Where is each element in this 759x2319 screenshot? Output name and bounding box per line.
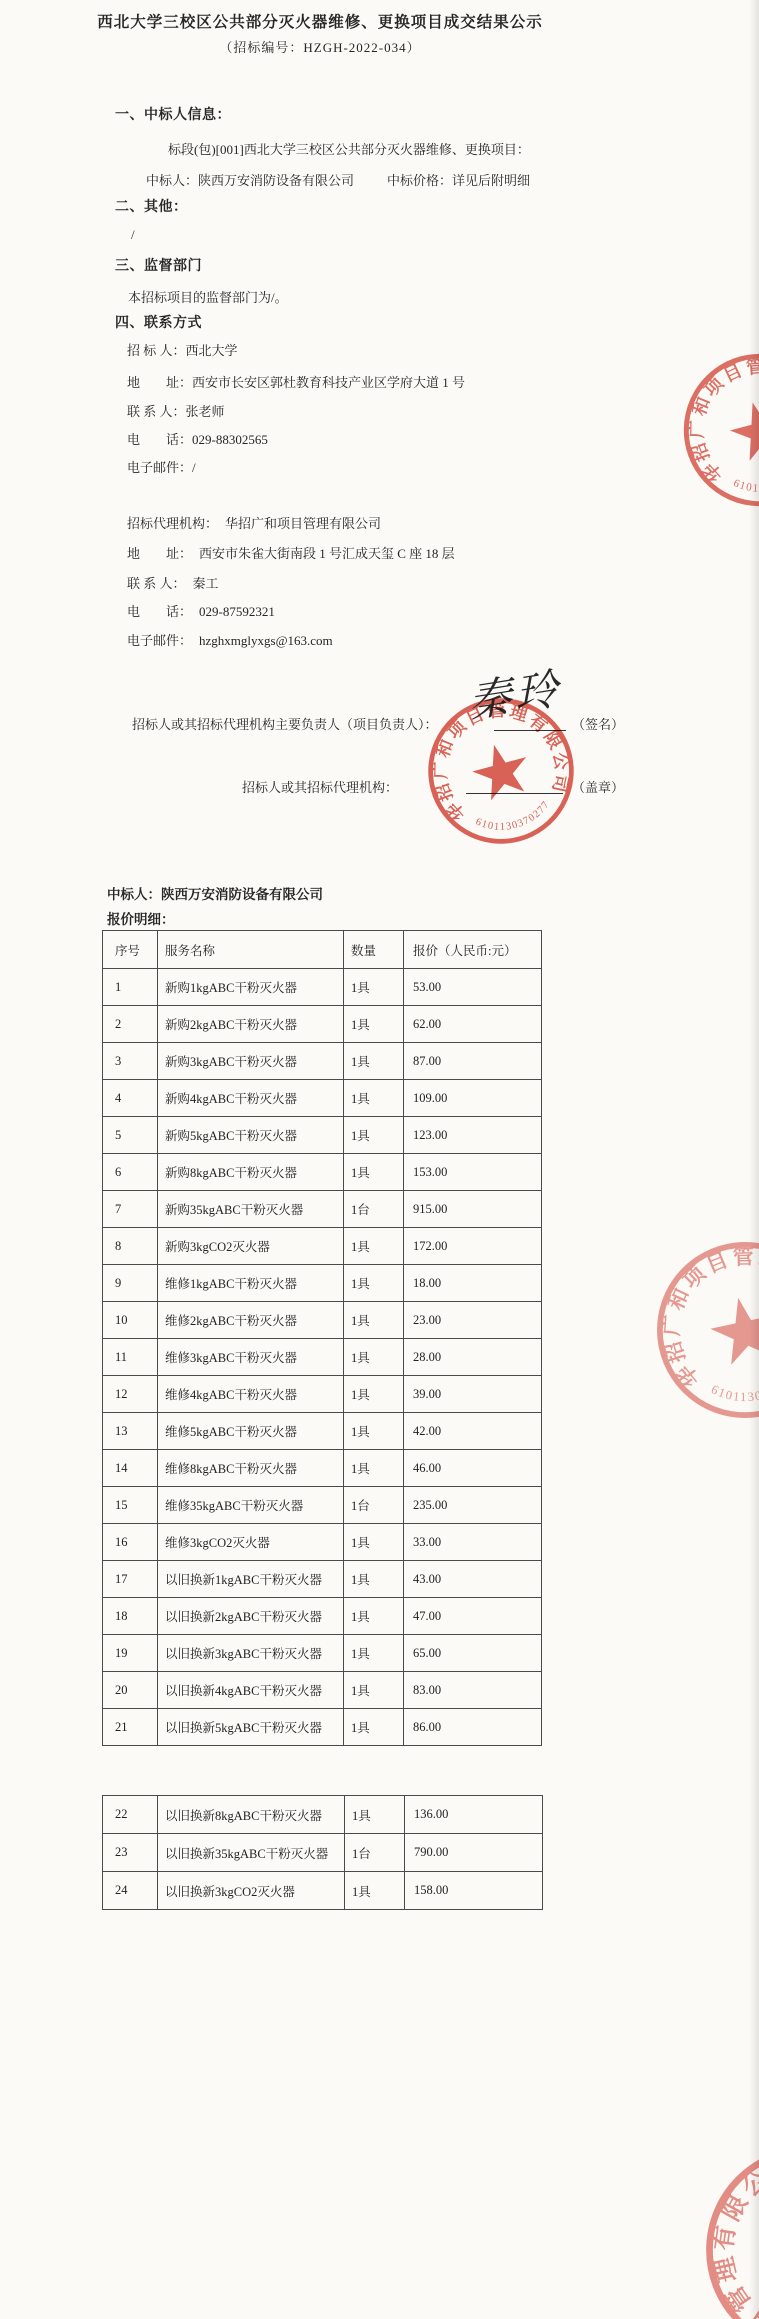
- price-table-cell: 6: [103, 1154, 158, 1191]
- price-table-cell: 1具: [344, 1117, 404, 1154]
- price-table-cell: 维修1kgABC干粉灭火器: [158, 1265, 344, 1302]
- field-value: /: [192, 460, 196, 475]
- price-table-cell: 15: [103, 1487, 158, 1524]
- price-table-cell: 1: [103, 969, 158, 1006]
- winner-name: 陕西万安消防设备有限公司: [198, 173, 355, 188]
- price-table-cell: 9: [103, 1265, 158, 1302]
- price-table-cell: 43.00: [404, 1561, 542, 1598]
- price-table-cell: 5: [103, 1117, 158, 1154]
- price-table-cell: 新购2kgABC干粉灭火器: [158, 1006, 344, 1043]
- tenderer-name-line: [127, 340, 238, 359]
- price-table-cell: 87.00: [404, 1043, 542, 1080]
- field-value: 张老师: [185, 404, 225, 419]
- field-value: 西北大学: [185, 343, 238, 358]
- field-label: 电 话：: [127, 604, 193, 619]
- award-winner-label: 中标人：: [107, 887, 161, 902]
- price-table-cell: 24: [103, 1872, 158, 1910]
- price-table-cell: 维修2kgABC干粉灭火器: [158, 1302, 344, 1339]
- price-table-cell: 1具: [344, 969, 404, 1006]
- price-table-cell: 33.00: [404, 1524, 542, 1561]
- field-label: 地 址：: [127, 546, 193, 561]
- section1-heading: 一、中标人信息：: [115, 108, 231, 123]
- price-table-cell: 1具: [344, 1672, 404, 1709]
- winner-label: 中标人：: [146, 173, 199, 188]
- price-table-header-row: [103, 931, 542, 969]
- signature-line1-label: 招标人或其招标代理机构主要负责人（项目负责人）：: [132, 717, 438, 732]
- price-value: 详见后附明细: [452, 173, 531, 188]
- price-table-cell: 以旧换新1kgABC干粉灭火器: [158, 1561, 344, 1598]
- price-table-cell: 1具: [344, 1043, 404, 1080]
- price-table-cell: 19: [103, 1635, 158, 1672]
- price-table-cell: 1具: [344, 1598, 404, 1635]
- price-table-cell: 4: [103, 1080, 158, 1117]
- price-table-cell: 新购3kgCO2灭火器: [158, 1228, 344, 1265]
- field-label: 联 系 人：: [127, 576, 186, 591]
- price-table-cell: 16: [103, 1524, 158, 1561]
- price-table-row: [103, 1228, 542, 1265]
- price-table-cell: 790.00: [405, 1834, 543, 1872]
- price-table-cell: 1具: [344, 1080, 404, 1117]
- col-header-service: 服务名称: [158, 931, 344, 969]
- field-label: 电子邮件：: [127, 460, 193, 475]
- section2-heading: 二、其他：: [115, 200, 188, 215]
- section3-text: 本招标项目的监督部门为/。: [128, 290, 288, 305]
- price-table-cell: 28.00: [404, 1339, 542, 1376]
- price-table-cell: 维修3kgCO2灭火器: [158, 1524, 344, 1561]
- winner-line: [146, 170, 530, 189]
- price-table: [102, 930, 542, 1746]
- price-table-row: [103, 1561, 542, 1598]
- price-table-cell: 以旧换新4kgABC干粉灭火器: [158, 1672, 344, 1709]
- quote-heading: 报价明细：: [107, 912, 175, 927]
- partial-seal-stamp-top-right: [625, 295, 759, 564]
- price-table-cell: 39.00: [404, 1376, 542, 1413]
- price-table-cell: 42.00: [404, 1413, 542, 1450]
- price-table-cell: 1具: [345, 1796, 405, 1834]
- tenderer-email-line: [127, 457, 196, 476]
- price-table-cell: 47.00: [404, 1598, 542, 1635]
- price-table-row: [103, 1006, 542, 1043]
- price-table-cell: 1台: [344, 1191, 404, 1228]
- price-table-cell: 1具: [344, 1339, 404, 1376]
- price-table-cell: 1具: [345, 1872, 405, 1910]
- award-winner-line: [107, 883, 323, 903]
- price-table-cell: 46.00: [404, 1450, 542, 1487]
- signature-line1-suffix: （签名）: [572, 717, 625, 732]
- price-table-cell: 以旧换新8kgABC干粉灭火器: [158, 1796, 345, 1834]
- price-table-row: [103, 1796, 543, 1834]
- agency-phone-line: [127, 601, 275, 620]
- price-table-cell: 11: [103, 1339, 158, 1376]
- field-value: 029-88302565: [192, 432, 268, 447]
- price-table-cell: 65.00: [404, 1635, 542, 1672]
- price-table-cell: 17: [103, 1561, 158, 1598]
- price-table-cell: 新购3kgABC干粉灭火器: [158, 1043, 344, 1080]
- price-table-cell: 维修4kgABC干粉灭火器: [158, 1376, 344, 1413]
- price-table-cell: 新购1kgABC干粉灭火器: [158, 969, 344, 1006]
- document-title: 西北大学三校区公共部分灭火器维修、更换项目成交结果公示: [97, 14, 543, 31]
- section4-heading: 四、联系方式: [115, 316, 202, 331]
- price-table-cell: 1具: [344, 1709, 404, 1746]
- price-table-cell: 14: [103, 1450, 158, 1487]
- price-table-cell: 1具: [344, 1228, 404, 1265]
- price-table-cell: 以旧换新35kgABC干粉灭火器: [158, 1834, 345, 1872]
- price-table-row: [103, 969, 542, 1006]
- price-table-cell: 维修8kgABC干粉灭火器: [158, 1450, 344, 1487]
- price-table-cell: 20: [103, 1672, 158, 1709]
- price-table-cell: 83.00: [404, 1672, 542, 1709]
- price-table-cell: 172.00: [404, 1228, 542, 1265]
- price-table-cell: 1具: [344, 1413, 404, 1450]
- price-table-cell: 1台: [344, 1487, 404, 1524]
- field-value: 029-87592321: [199, 604, 275, 619]
- price-table-cell: 维修5kgABC干粉灭火器: [158, 1413, 344, 1450]
- tenderer-address-line: [127, 372, 465, 391]
- price-table-cell: 1具: [344, 1006, 404, 1043]
- price-table-row: [103, 1302, 542, 1339]
- section3-heading: 三、监督部门: [115, 259, 202, 274]
- price-table-row: [103, 1191, 542, 1228]
- price-table-cell: 62.00: [404, 1006, 542, 1043]
- price-table-cell: 3: [103, 1043, 158, 1080]
- tenderer-contact-line: [127, 401, 225, 420]
- price-table-row: [103, 1524, 542, 1561]
- price-table-cell: 53.00: [404, 969, 542, 1006]
- price-table-cell: 维修3kgABC干粉灭火器: [158, 1339, 344, 1376]
- price-table-row: [103, 1635, 542, 1672]
- price-table-cell: 以旧换新5kgABC干粉灭火器: [158, 1709, 344, 1746]
- price-table-cell: 109.00: [404, 1080, 542, 1117]
- price-table-cell: 123.00: [404, 1117, 542, 1154]
- price-table-cell: 1具: [344, 1376, 404, 1413]
- price-table-cell: 1具: [344, 1154, 404, 1191]
- price-table-cell: 86.00: [404, 1709, 542, 1746]
- tenderer-phone-line: [127, 429, 268, 448]
- price-table-row: [103, 1154, 542, 1191]
- price-table-cell: 7: [103, 1191, 158, 1228]
- price-table-cell: 136.00: [405, 1796, 543, 1834]
- price-table-cell: 21: [103, 1709, 158, 1746]
- price-table-row: [103, 1487, 542, 1524]
- price-table-row: [103, 1872, 543, 1910]
- field-value: 秦工: [192, 576, 219, 591]
- price-table-row: [103, 1413, 542, 1450]
- price-table-cell: 13: [103, 1413, 158, 1450]
- price-table-cell: 23: [103, 1834, 158, 1872]
- signature-line2-label: 招标人或其招标代理机构：: [242, 780, 399, 795]
- col-header-quantity: 数量: [344, 931, 404, 969]
- price-table-cell: 以旧换新3kgABC干粉灭火器: [158, 1635, 344, 1672]
- signature-handwriting: 秦玲: [467, 665, 563, 728]
- agency-email-line: [127, 630, 333, 649]
- price-table-cell: 18.00: [404, 1265, 542, 1302]
- price-table-cell: 新购35kgABC干粉灭火器: [158, 1191, 344, 1228]
- price-table-cell: 2: [103, 1006, 158, 1043]
- price-table-cell: 8: [103, 1228, 158, 1265]
- price-table-cell: 153.00: [404, 1154, 542, 1191]
- price-table-cell: 维修35kgABC干粉灭火器: [158, 1487, 344, 1524]
- price-table-row: [103, 1043, 542, 1080]
- price-table-cell: 1具: [344, 1524, 404, 1561]
- price-table-cell: 以旧换新2kgABC干粉灭火器: [158, 1598, 344, 1635]
- award-winner-name: 陕西万安消防设备有限公司: [161, 887, 323, 902]
- price-table-cell: 1具: [344, 1450, 404, 1487]
- agency-name-line: [127, 513, 381, 532]
- price-table-cell: 新购5kgABC干粉灭火器: [158, 1117, 344, 1154]
- section2-value: /: [131, 227, 135, 242]
- price-table-cell: 18: [103, 1598, 158, 1635]
- price-table-cell: 1具: [344, 1265, 404, 1302]
- price-table-cell: 158.00: [405, 1872, 543, 1910]
- price-table-cell: 新购8kgABC干粉灭火器: [158, 1154, 344, 1191]
- col-header-index: 序号: [103, 931, 158, 969]
- agency-address-line: [127, 543, 455, 562]
- field-label: 地 址：: [127, 375, 193, 390]
- field-label: 招标代理机构：: [127, 516, 219, 531]
- price-table-row: [103, 1339, 542, 1376]
- price-table-row: [103, 1598, 542, 1635]
- lot-line: 标段(包)[001]西北大学三校区公共部分灭火器维修、更换项目：: [168, 142, 530, 157]
- price-table-cell: 10: [103, 1302, 158, 1339]
- field-label: 招 标 人：: [127, 343, 186, 358]
- field-value: 西安市长安区郭杜教育科技产业区学府大道 1 号: [192, 375, 466, 390]
- price-table-cell: 1具: [344, 1302, 404, 1339]
- price-table-row: [103, 1080, 542, 1117]
- price-table-row: [103, 1265, 542, 1302]
- price-table-row: [103, 1834, 543, 1872]
- price-table-cell: 1具: [344, 1561, 404, 1598]
- price-table-cell: 新购4kgABC干粉灭火器: [158, 1080, 344, 1117]
- col-header-price: 报价（人民币:元）: [404, 931, 542, 969]
- field-value: hzghxmglyxgs@163.com: [199, 633, 333, 648]
- field-label: 联 系 人：: [127, 404, 186, 419]
- field-value: 西安市朱雀大街南段 1 号汇成天玺 C 座 18 层: [199, 546, 455, 561]
- price-table-cell: 23.00: [404, 1302, 542, 1339]
- price-table-cell: 12: [103, 1376, 158, 1413]
- agency-contact-line: [127, 573, 219, 592]
- price-table-cell: 1台: [345, 1834, 405, 1872]
- price-table-cell: 1具: [344, 1635, 404, 1672]
- partial-seal-stamp-middle-right: [594, 1179, 759, 1480]
- field-label: 电子邮件：: [127, 633, 193, 648]
- price-table-row: [103, 1450, 542, 1487]
- price-table-cell: 22: [103, 1796, 158, 1834]
- price-table-row: [103, 1376, 542, 1413]
- field-label: 电 话：: [127, 432, 193, 447]
- price-table-row: [103, 1672, 542, 1709]
- price-table-row: [103, 1709, 542, 1746]
- price-table-cell: 915.00: [404, 1191, 542, 1228]
- price-label: 中标价格：: [387, 173, 453, 188]
- signature-line2-suffix: （盖章）: [572, 780, 625, 795]
- partial-seal-stamp-bottom-right: [598, 2038, 759, 2319]
- price-table-continued: [102, 1795, 543, 1910]
- price-table-row: [103, 1117, 542, 1154]
- price-table-cell: 235.00: [404, 1487, 542, 1524]
- field-value: 华招广和项目管理有限公司: [225, 516, 382, 531]
- price-table-cell: 以旧换新3kgCO2灭火器: [158, 1872, 345, 1910]
- tender-number-subtitle: （招标编号：HZGH-2022-034）: [219, 40, 421, 55]
